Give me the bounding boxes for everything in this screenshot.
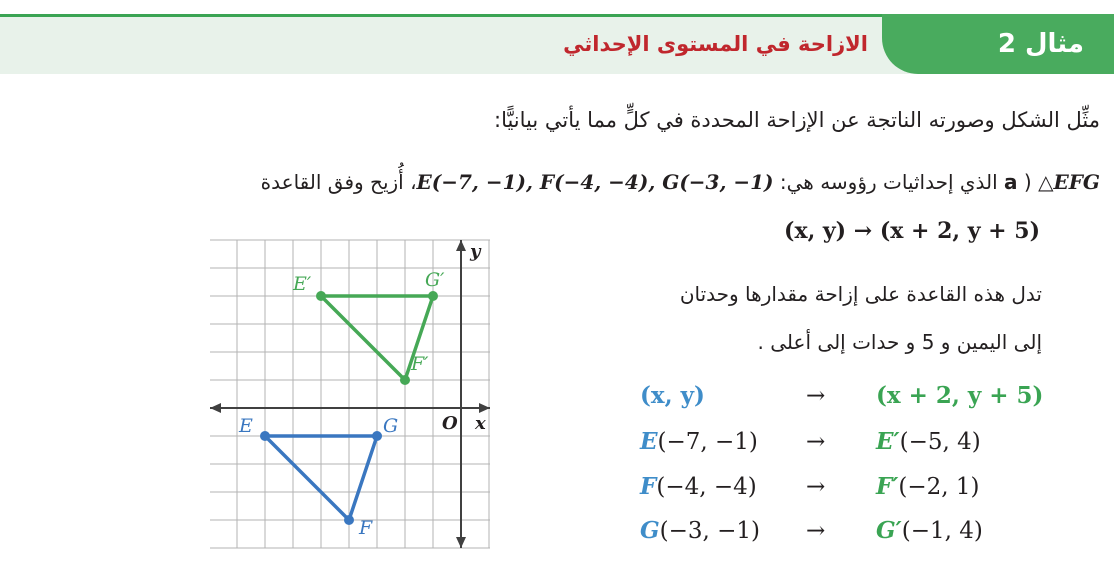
pre-vertex-coords: (−4, −4) [656,474,757,500]
instruction-text: مثِّل الشكل وصورته الناتجة عن الإزاحة المحددة في كلٍّ مما يأتي بيانيًّا: [494,108,1100,132]
pre-vertex-coords: (−3, −1) [659,518,761,544]
y-axis-arrow-up [456,240,466,251]
preimage-vertex-label: F [359,517,373,539]
image-vertex-label: F′ [411,353,429,375]
triangle-symbol: △EFG [1038,170,1100,194]
mapping-arrow: → [806,474,826,500]
vertex-list: E(−7, −1), F(−4, −4), G(−3, −1) [416,170,774,194]
y-axis-label: y [470,241,481,262]
mapping-header-pre: (x, y) [640,382,705,409]
part-letter: a [1004,170,1018,194]
preimage-vertex-label: E [239,415,253,437]
graph-labels [238,241,486,539]
x-axis-arrow-right [479,403,490,413]
preimage-vertex-label: G [383,415,399,437]
part-a-statement: a ) △EFG الذي إحداثيات رؤوسه هي: E(−7, −1), F(−4, −4), G(−3, −1)، أُزيح وفق القاعدة [260,170,1100,194]
image-vertex-coords: (−5, 4) [899,429,981,455]
vertex-point-preimage-triangle [260,431,270,441]
grid-lines [210,240,490,548]
mapping-arrow: → [806,429,826,455]
image-vertex-letter: E′ [876,428,900,455]
example-header [0,0,1114,80]
axes [210,240,490,548]
pre-vertex-letter: F [640,473,657,500]
y-axis-arrow-down [456,537,466,548]
mapping-header-img: (x + 2, y + 5) [876,382,1044,409]
vertex-point-image-triangle [316,291,326,301]
section-title: الازاحة في المستوى الإحداثي [563,32,868,56]
vertex-point-image-triangle [400,375,410,385]
vertex-point-preimage-triangle [344,515,354,525]
vertex-point-preimage-triangle [372,431,382,441]
vertex-point-image-triangle [428,291,438,301]
translation-rule: (x, y) → (x + 2, y + 5) [784,218,1040,244]
triangle-name: EFG [1053,170,1100,194]
x-axis-arrow-left [210,403,221,413]
image-vertex-letter: G′ [876,517,902,544]
part-a-text-before: الذي إحداثيات رؤوسه هي: [779,170,998,194]
image-vertex-label: E′ [293,273,312,295]
pre-vertex-coords: (−7, −1) [657,429,758,455]
x-axis-label: x [475,413,486,434]
origin-label: O [442,413,458,434]
coordinate-graph [208,238,498,550]
example-label: مثال 2 [997,29,1084,59]
image-vertex-coords: (−1, 4) [901,518,983,544]
image-vertex-letter: F′ [876,473,899,500]
pre-vertex-letter: G [640,517,660,544]
image-vertex-coords: (−2, 1) [898,474,980,500]
explanation-line-1: تدل هذه القاعدة على إزاحة مقدارها وحدتان [679,282,1042,306]
mapping-arrow: → [806,383,826,409]
pre-vertex-letter: E [640,428,658,455]
mapping-arrow: → [806,518,826,544]
part-a-text-after: ، أُزيح وفق القاعدة [260,170,417,194]
explanation-line-2: إلى اليمين و 5 و حدات إلى أعلى . [757,330,1042,354]
image-vertex-label: G′ [425,269,445,291]
